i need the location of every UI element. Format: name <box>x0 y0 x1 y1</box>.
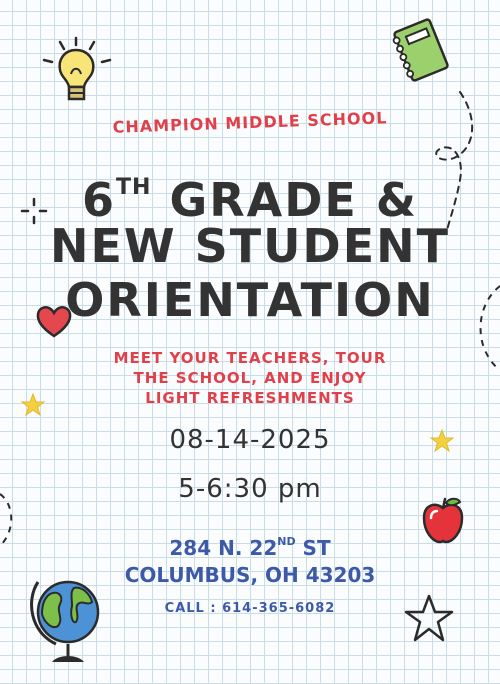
grade-number: 6 <box>82 173 117 227</box>
subtitle-line-3: LIGHT REFRESHMENTS <box>145 389 355 407</box>
address-line-1 <box>0 535 500 560</box>
subtitle-line-1: MEET YOUR TEACHERS, TOUR <box>113 349 387 367</box>
lightbulb-icon <box>38 34 118 112</box>
title-line-3: ORIENTATION <box>65 273 435 327</box>
grade-suffix: TH <box>116 175 152 200</box>
address-street: ST <box>302 536 331 560</box>
title-line-2: NEW STUDENT <box>49 219 451 273</box>
event-date: 08-14-2025 <box>169 425 331 455</box>
school-name: CHAMPION MIDDLE SCHOOL <box>112 108 388 137</box>
address-suffix: ND <box>277 535 296 548</box>
grade-text: GRADE & <box>169 173 418 227</box>
event-time: 5-6:30 pm <box>178 474 322 504</box>
notebook-icon <box>388 14 454 86</box>
address-number: 284 N. 22 <box>169 536 278 560</box>
subtitle-line-2: THE SCHOOL, AND ENJOY <box>133 369 367 387</box>
phone-number: CALL : 614-365-6082 <box>164 601 336 616</box>
address-line-2: COLUMBUS, OH 43203 <box>124 563 376 587</box>
